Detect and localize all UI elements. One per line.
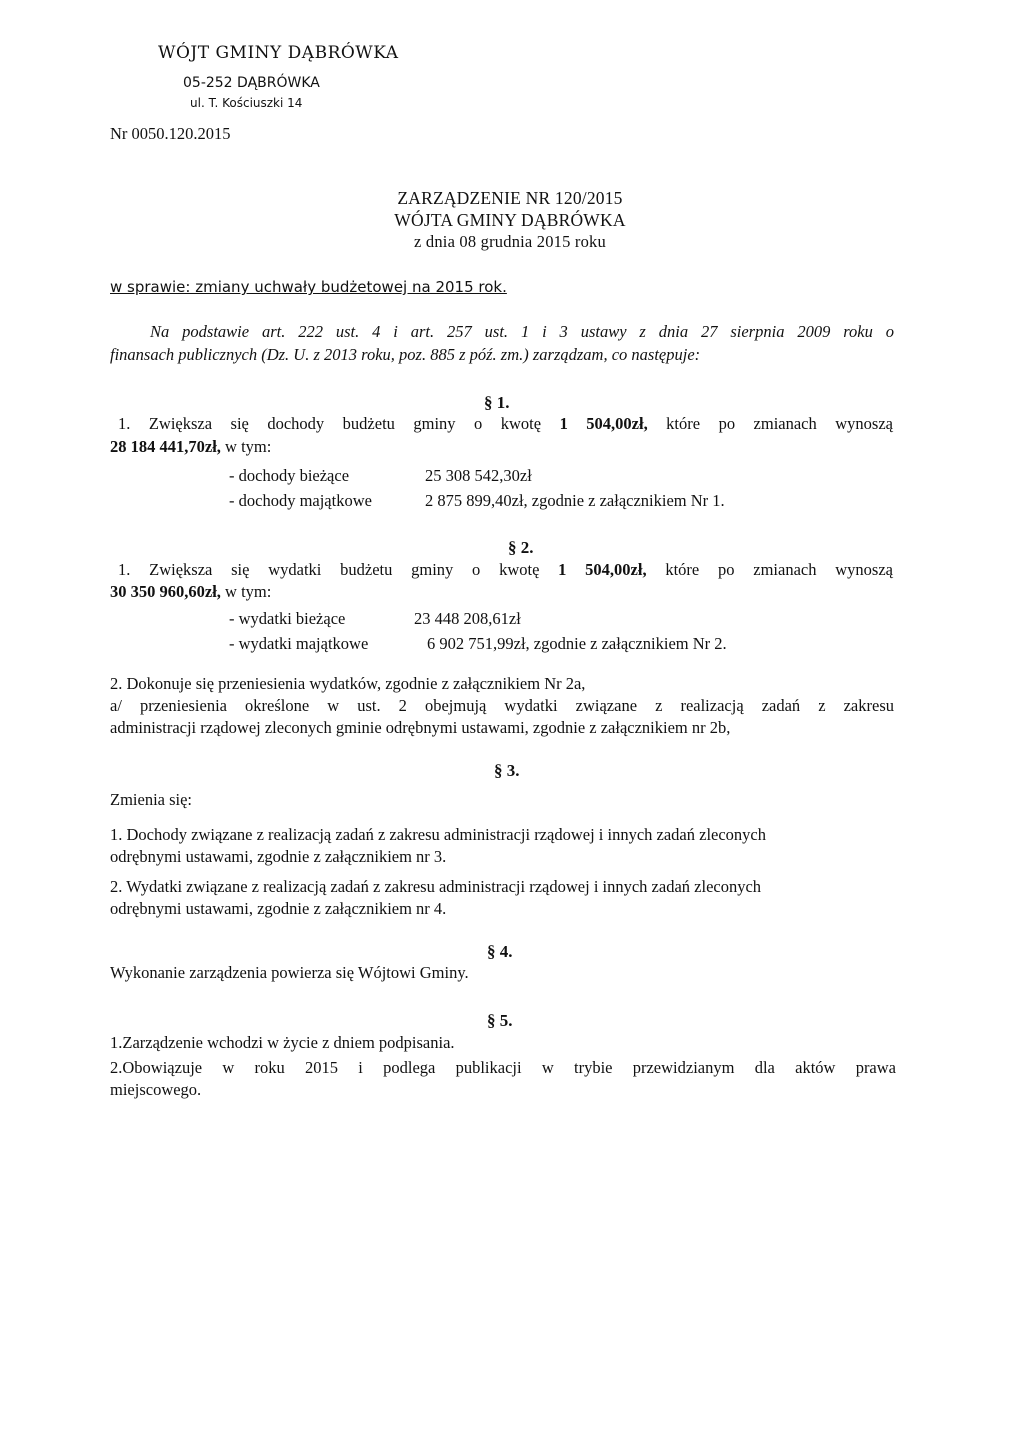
legal-basis-line-2: finansach publicznych (Dz. U. z 2013 roku, poz. 885 z póź. zm.) zarządzam, co następuje:: [110, 345, 701, 364]
stamp-postal-code: 05-252 DĄBRÓWKA: [183, 75, 320, 91]
section-2-text-end: które po zmianach wynoszą: [646, 560, 893, 579]
stamp-office-name: WÓJT GMINY DĄBRÓWKA: [158, 43, 399, 63]
section-3-item-2-line-1: 2. Wydatki związane z realizacją zadań z zakresu administracji rządowej i innych zadań zleconych: [110, 877, 762, 896]
section-5-symbol: § 5.: [487, 1011, 513, 1030]
section-2-item-2-value: 6 902 751,99zł, zgodnie z załącznikiem Nr 2.: [427, 634, 727, 653]
ordinance-date: z dnia 08 grudnia 2015 roku: [414, 232, 606, 251]
section-2-item-1-label: - wydatki bieżące: [229, 609, 346, 628]
section-3-item-1-line-2: odrębnymi ustawami, zgodnie z załącznikiem nr 3.: [110, 847, 447, 866]
section-2-total-amount: 30 350 960,60zł,: [110, 582, 221, 601]
section-1-item-1-value: 25 308 542,30zł: [425, 466, 532, 485]
section-1-text-end: które po zmianach wynoszą: [647, 414, 893, 433]
section-4-text: Wykonanie zarządzenia powierza się Wójtowi Gminy.: [110, 963, 469, 982]
section-2-in-that: w tym:: [220, 582, 272, 601]
section-1-item-2-label: - dochody majątkowe: [229, 491, 372, 510]
section-4-symbol: § 4.: [487, 942, 513, 961]
section-1-income-line-1: [118, 414, 893, 434]
section-1-item-1-label: - dochody bieżące: [229, 466, 350, 485]
section-2-transfer-line-1: 2. Dokonuje się przeniesienia wydatków, zgodnie z załącznikiem Nr 2a,: [110, 674, 586, 693]
subject-line: w sprawie: zmiany uchwały budżetowej na 2015 rok.: [110, 278, 507, 296]
section-2-expense-line-1: [118, 560, 893, 580]
section-1-income-line-2: [110, 437, 271, 457]
section-1-text-start: 1. Zwiększa się dochody budżetu gminy o kwotę: [118, 414, 560, 433]
section-1-in-that: w tym:: [220, 437, 272, 456]
section-2-item-1-value: 23 448 208,61zł: [414, 609, 521, 628]
section-3-intro: Zmienia się:: [110, 790, 193, 809]
stamp-street: ul. T. Kościuszki 14: [190, 96, 303, 110]
ordinance-issuer: WÓJTA GMINY DĄBRÓWKA: [394, 210, 626, 230]
section-1-item-2-value: 2 875 899,40zł, zgodnie z załącznikiem Nr 1.: [425, 491, 725, 510]
ordinance-number: ZARZĄDZENIE NR 120/2015: [397, 188, 623, 208]
reference-number: Nr 0050.120.2015: [110, 124, 231, 143]
section-5-item-2-line-2: miejscowego.: [110, 1080, 202, 1099]
section-2-item-2-label: - wydatki majątkowe: [229, 634, 369, 653]
section-2-increase-amount: 1 504,00zł,: [558, 560, 647, 579]
section-2-symbol: § 2.: [508, 538, 534, 557]
section-1-total-amount: 28 184 441,70zł,: [110, 437, 221, 456]
section-5-item-1: 1.Zarządzenie wchodzi w życie z dniem podpisania.: [110, 1033, 455, 1052]
section-5-item-2-line-1: 2.Obowiązuje w roku 2015 i podlega publikacji w trybie przewidzianym dla aktów prawa: [110, 1058, 896, 1077]
section-2-text-start: 1. Zwiększa się wydatki budżetu gminy o kwotę: [118, 560, 559, 579]
section-3-item-2-line-2: odrębnymi ustawami, zgodnie z załącznikiem nr 4.: [110, 899, 447, 918]
section-2-transfer-line-2: a/ przeniesienia określone w ust. 2 obejmują wydatki związane z realizacją zadań z zakresu: [110, 696, 894, 715]
section-3-symbol: § 3.: [494, 761, 520, 780]
section-1-increase-amount: 1 504,00zł,: [559, 414, 648, 433]
section-2-transfer-line-3: administracji rządowej zleconych gminie odrębnymi ustawami, zgodnie z załącznikiem nr 2b,: [110, 718, 731, 737]
section-3-item-1-line-1: 1. Dochody związane z realizacją zadań z zakresu administracji rządowej i innych zadań zleconych: [110, 825, 766, 844]
section-2-expense-line-2: [110, 582, 271, 602]
legal-basis-line-1: Na podstawie art. 222 ust. 4 i art. 257 ust. 1 i 3 ustawy z dnia 27 sierpnia 2009 roku o: [150, 322, 894, 341]
section-1-symbol: § 1.: [484, 393, 510, 412]
